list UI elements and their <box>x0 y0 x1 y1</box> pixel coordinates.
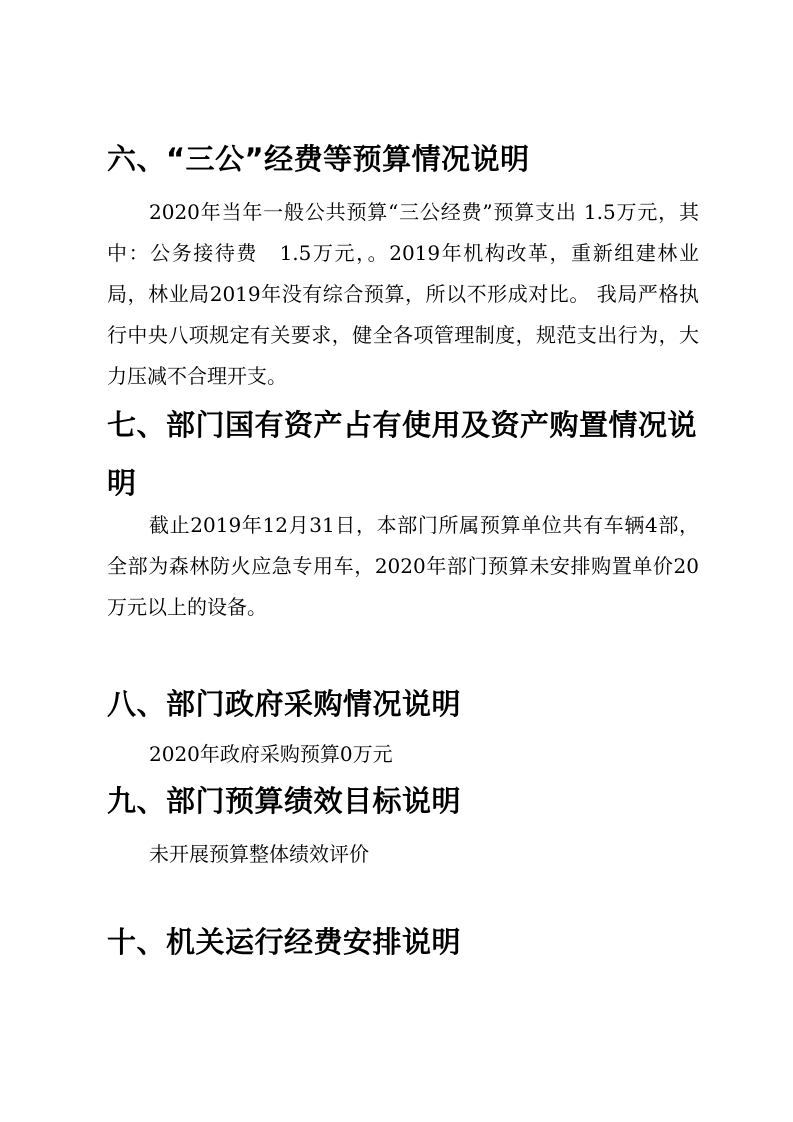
section-heading-8: 八、部门政府采购情况说明 <box>107 687 462 721</box>
section-body-8: 2020年政府采购预算0万元 <box>149 742 393 766</box>
section-body-7: 截止2019年12月31日，本部门所属预算单位共有车辆4部，全部为森林防火应急专用车，2020年部门预算未安排购置单价20万元以上的设备。 <box>107 513 699 619</box>
section-body-9: 未开展预算整体绩效评价 <box>149 842 369 866</box>
section-heading-9: 九、部门预算绩效目标说明 <box>107 784 462 818</box>
section-heading-10: 十、机关运行经费安排说明 <box>107 925 462 959</box>
section-heading-7: 七、部门国有资产占有使用及资产购置情况说明 <box>107 408 698 500</box>
section-heading-6: 六、“三公”经费等预算情况说明 <box>107 142 530 176</box>
section-body-6: 2020年当年一般公共预算“三公经费”预算支出 1.5万元，其中：公务接待费 1.5万元，。2019年机构改革，重新组建林业局，林业局2019年没有综合预算，所以不形成对比。 我局严格执行中央八项规定有关要求，健全各项管理制度，规范支出行为，大力压减不合理开支。 <box>107 200 699 388</box>
